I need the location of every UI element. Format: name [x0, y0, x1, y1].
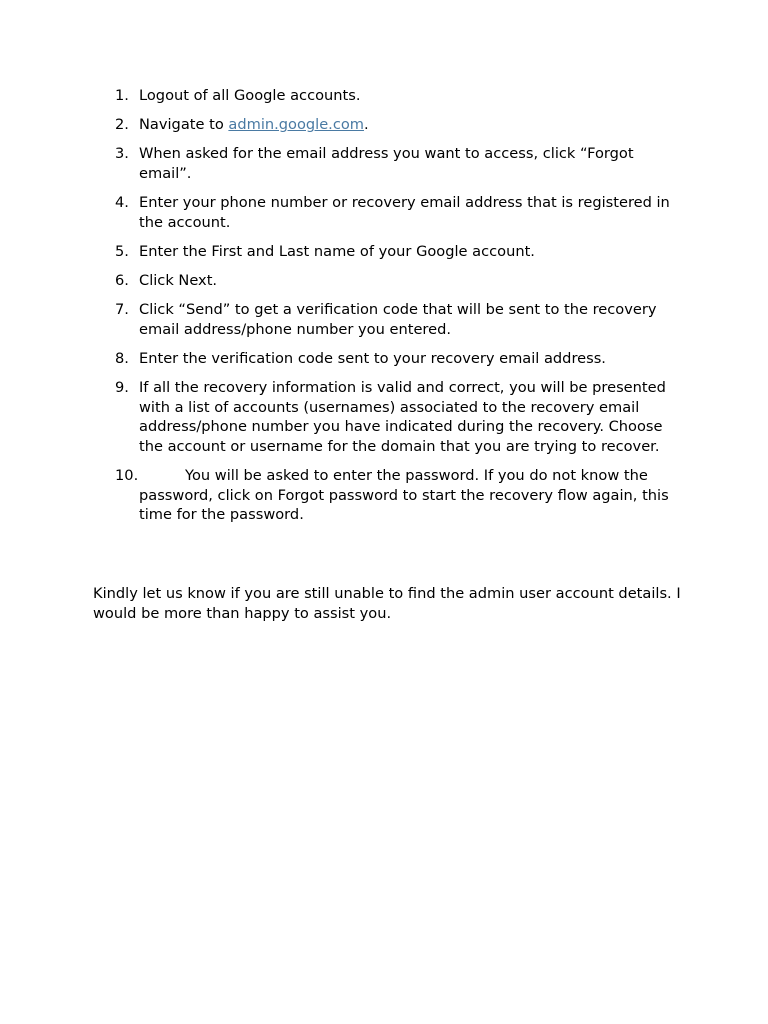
- list-item-step-1: [93, 86, 673, 106]
- step-number: 10.: [115, 467, 139, 485]
- list-item-step-9: [93, 378, 673, 456]
- step-text: When asked for the email address you want to access, click “Forgot email”.: [139, 145, 634, 182]
- step-text: Click “Send” to get a verification code that will be sent to the recovery email address/phone number you entered.: [139, 301, 657, 338]
- list-item-step-4: [93, 193, 673, 232]
- closing-paragraph: Kindly let us know if you are still unable to find the admin user account details. I would be more than happy to assist you.: [93, 585, 681, 622]
- step-text: Enter the First and Last name of your Google account.: [139, 242, 535, 260]
- list-item-step-10: [93, 466, 673, 525]
- step-number: 4.: [115, 194, 129, 212]
- step-text: Click Next.: [139, 272, 218, 290]
- step-text: Logout of all Google accounts.: [139, 87, 361, 104]
- step-text: [139, 115, 673, 135]
- step-number: 5.: [115, 242, 129, 260]
- recovery-steps-list: [93, 86, 673, 535]
- list-item-step-3: [93, 144, 673, 183]
- step-text-before-link: Navigate to: [139, 116, 229, 134]
- step-number: 1.: [115, 87, 129, 104]
- step-text-body: You will be asked to enter the password. If you do not know the password, click on Forgot password to start the recovery flow again, this time for the password.: [139, 467, 669, 524]
- admin-google-link[interactable]: admin.google.com: [228, 116, 364, 134]
- step-number: 9.: [115, 379, 129, 397]
- step-number: 3.: [115, 145, 129, 163]
- step-text: [139, 466, 673, 525]
- step-number: 6.: [115, 272, 129, 290]
- list-item-step-5: [93, 242, 673, 262]
- list-item-step-7: [93, 300, 673, 339]
- step-number: 7.: [115, 301, 129, 319]
- step-text: Enter the verification code sent to your recovery email address.: [139, 350, 606, 368]
- step-number: 8.: [115, 350, 129, 368]
- step-text: If all the recovery information is valid and correct, you will be presented with a list of accounts (usernames) associated to the recovery email address/phone number you have indicated during the recovery. Choose the account or username for the domain that you are trying to recover.: [139, 379, 666, 456]
- list-item-step-8: [93, 349, 673, 369]
- step-text-after-link: .: [363, 116, 369, 134]
- list-item-step-6: [93, 271, 673, 291]
- list-item-step-2: [93, 115, 673, 135]
- step-text: Enter your phone number or recovery email address that is registered in the account.: [139, 194, 670, 231]
- step-number: 2.: [115, 116, 129, 134]
